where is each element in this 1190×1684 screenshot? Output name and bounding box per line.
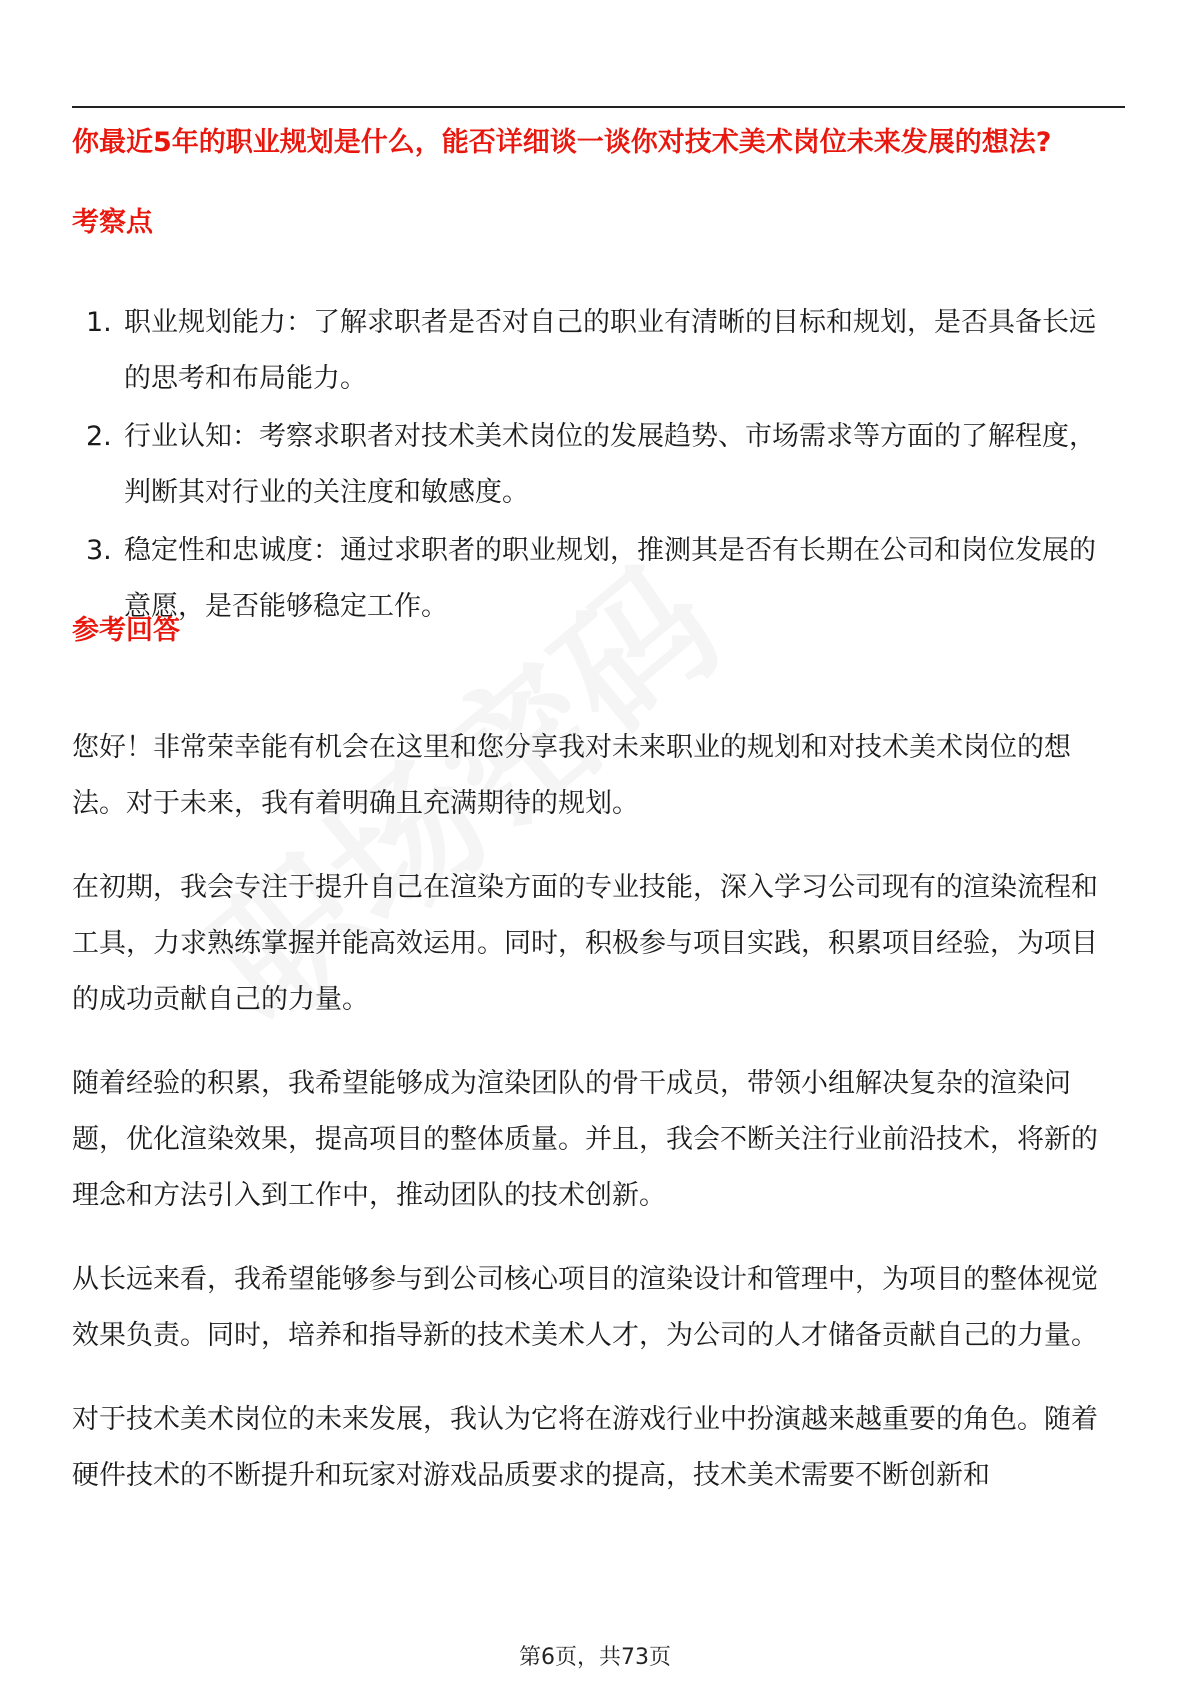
answer-paragraph: 对于技术美术岗位的未来发展，我认为它将在游戏行业中扮演越来越重要的角色。随着硬件技术的不断提升和玩家对游戏品质要求的提高，技术美术需要不断创新和 [72, 1404, 1098, 1491]
list-number: 2. [86, 421, 112, 452]
answer-paragraph: 您好！非常荣幸能有机会在这里和您分享我对未来职业的规划和对技术美术岗位的想法。对于未来，我有着明确且充满期待的规划。 [72, 732, 1071, 819]
section-title-answer: 参考回答 [72, 615, 180, 646]
list-number: 1. [86, 307, 112, 338]
answer-paragraph: 在初期，我会专注于提升自己在渲染方面的专业技能，深入学习公司现有的渲染流程和工具，力求熟练掌握并能高效运用。同时，积极参与项目实践，积累项目经验，为项目的成功贡献自己的力量。 [72, 872, 1098, 1015]
list-number: 3. [86, 535, 112, 566]
points-list [72, 295, 1122, 637]
section-title-points: 考察点 [72, 207, 153, 238]
answer-paragraph: 从长远来看，我希望能够参与到公司核心项目的渲染设计和管理中，为项目的整体视觉效果负责。同时，培养和指导新的技术美术人才，为公司的人才储备贡献自己的力量。 [72, 1264, 1098, 1351]
list-text: 行业认知：考察求职者对技术美术岗位的发展趋势、市场需求等方面的了解程度，判断其对行业的关注度和敏感度。 [124, 421, 1096, 508]
list-text: 职业规划能力：了解求职者是否对自己的职业有清晰的目标和规划，是否具备长远的思考和布局能力。 [124, 307, 1096, 394]
list-text: 稳定性和忠诚度：通过求职者的职业规划，推测其是否有长期在公司和岗位发展的意愿，是否能够稳定工作。 [124, 535, 1096, 622]
top-divider [72, 106, 1125, 108]
answer-body [72, 720, 1122, 1532]
list-item [72, 295, 1122, 407]
page-number-footer: 第6页，共73页 [519, 1645, 671, 1670]
list-item [72, 409, 1122, 521]
answer-paragraph: 随着经验的积累，我希望能够成为渲染团队的骨干成员，带领小组解决复杂的渲染问题，优化渲染效果，提高项目的整体质量。并且，我会不断关注行业前沿技术，将新的理念和方法引入到工作中，推动团队的技术创新。 [72, 1068, 1098, 1211]
question-heading: 你最近5年的职业规划是什么，能否详细谈一谈你对技术美术岗位未来发展的想法? [72, 127, 1052, 158]
list-item [72, 523, 1122, 635]
